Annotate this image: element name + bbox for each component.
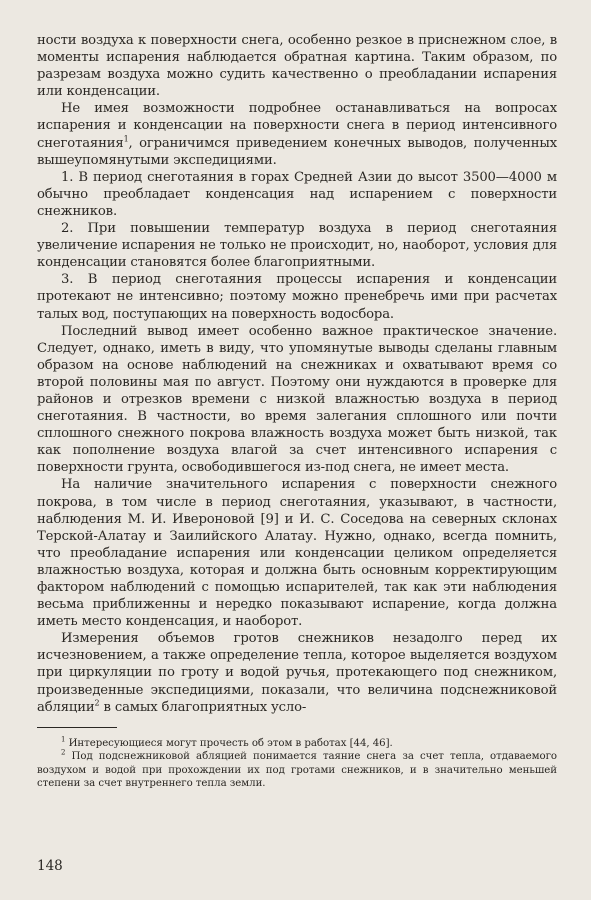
paragraph-2-text-after: , ограничимся приведением конечных выводов, полученных вышеупомянутыми экспедициями. [37,135,557,168]
paragraph-8-text-after: в самых благоприятных усло- [99,699,307,715]
paragraph-2-text-before: Не имея возможности подробнее останавливаться на вопросах испарения и конденсации на поверхности снега в период интенсивного снеготаяния [37,101,557,151]
paragraph-1 [37,32,557,100]
footnote-2-text: Под подснежниковой абляцией понимается таяние снега за счет тепла, отдаваемого воздухом и водой при прохождении их под гротами снежников, и в значительно меньшей степени за счет внутреннего тепла земли. [37,751,557,789]
conclusion-3 [37,271,557,322]
footnote-divider [37,727,117,728]
paragraph-6-text: Последний вывод имеет особенно важное практическое значение. Следует, однако, иметь в виду, что упомянутые выводы сделаны главным образом на основе наблюдений на снежниках и охватывают время со второй половины мая по август. Поэтому они нуждаются в проверке для районов и отрезков времени с низкой влажностью воздуха в период снеготаяния. В частности, во время залегания сплошного или почти сплошного снежного покрова влажность воздуха может быть низкой, так как пополнение воздуха влагой за счет интенсивного испарения с поверхности грунта, освободившегося из-под снега, не имеет места. [37,323,557,476]
conclusion-1-text: 1. В период снеготаяния в горах Средней Азии до высот 3500—4000 м обычно преобладает конденсация над испарением с поверхности снежников. [37,169,557,219]
paragraph-7-text: На наличие значительного испарения с поверхности снежного покрова, в том числе в период снеготаяния, указывают, в частности, наблюдения М. И. Ивероновой [9] и И. С. Соседова на северных склонах Терской-Алатау и Заилийского Алатау. Нужно, однако, всегда помнить, что преобладание испарения или конденсации целиком определяется влажностью воздуха, которая и должна быть основным корректирующим фактором наблюдений с помощью испарителей, так как эти наблюдения весьма приближенны и нередко показывают испарение, когда должна иметь место конденсация, и наоборот. [37,477,557,630]
paragraph-8 [37,630,557,715]
footnote-ref-2: 2 [94,698,100,708]
footnote-1-marker: 1 [61,735,66,744]
paragraph-8-text-before: Измерения объемов гротов снежников незадолго перед их исчезновением, а также определение тепла, которое выделяется воздухом при циркуляции по гроту и водой ручья, протекающего под снежником, произведенные экспедициями, показали, что величина подснежниковой абляции [37,631,557,715]
conclusion-3-text: 3. В период снеготаяния процессы испарения и конденсации протекают не интенсивно; поэтому можно пренебречь ими при расчетах талых вод, поступающих на поверхность водосбора. [37,272,557,322]
footnote-2 [37,750,557,790]
conclusion-2 [37,220,557,271]
paragraph-7 [37,476,557,630]
page-number: 148 [37,858,63,874]
conclusion-1 [37,169,557,220]
footnote-1-text: Интересующиеся могут прочесть об этом в работах [44, 46]. [65,737,393,749]
footnote-2-marker: 2 [61,748,66,757]
conclusion-2-text: 2. При повышении температур воздуха в период снеготаяния увеличение испарения не только не происходит, но, наоборот, условия для конденсации становятся более благоприятными. [37,221,557,271]
paragraph-1-text: ности воздуха к поверхности снега, особенно резкое в приснежном слое, в моменты испарения наблюдается обратная картина. Таким образом, по разрезам воздуха можно судить качественно о преобладании испарения или конденсации. [37,33,557,100]
page-body [37,32,557,790]
paragraph-6 [37,323,557,477]
paragraph-2 [37,100,557,168]
footnote-1 [37,737,557,750]
footnote-ref-1: 1 [123,134,129,144]
